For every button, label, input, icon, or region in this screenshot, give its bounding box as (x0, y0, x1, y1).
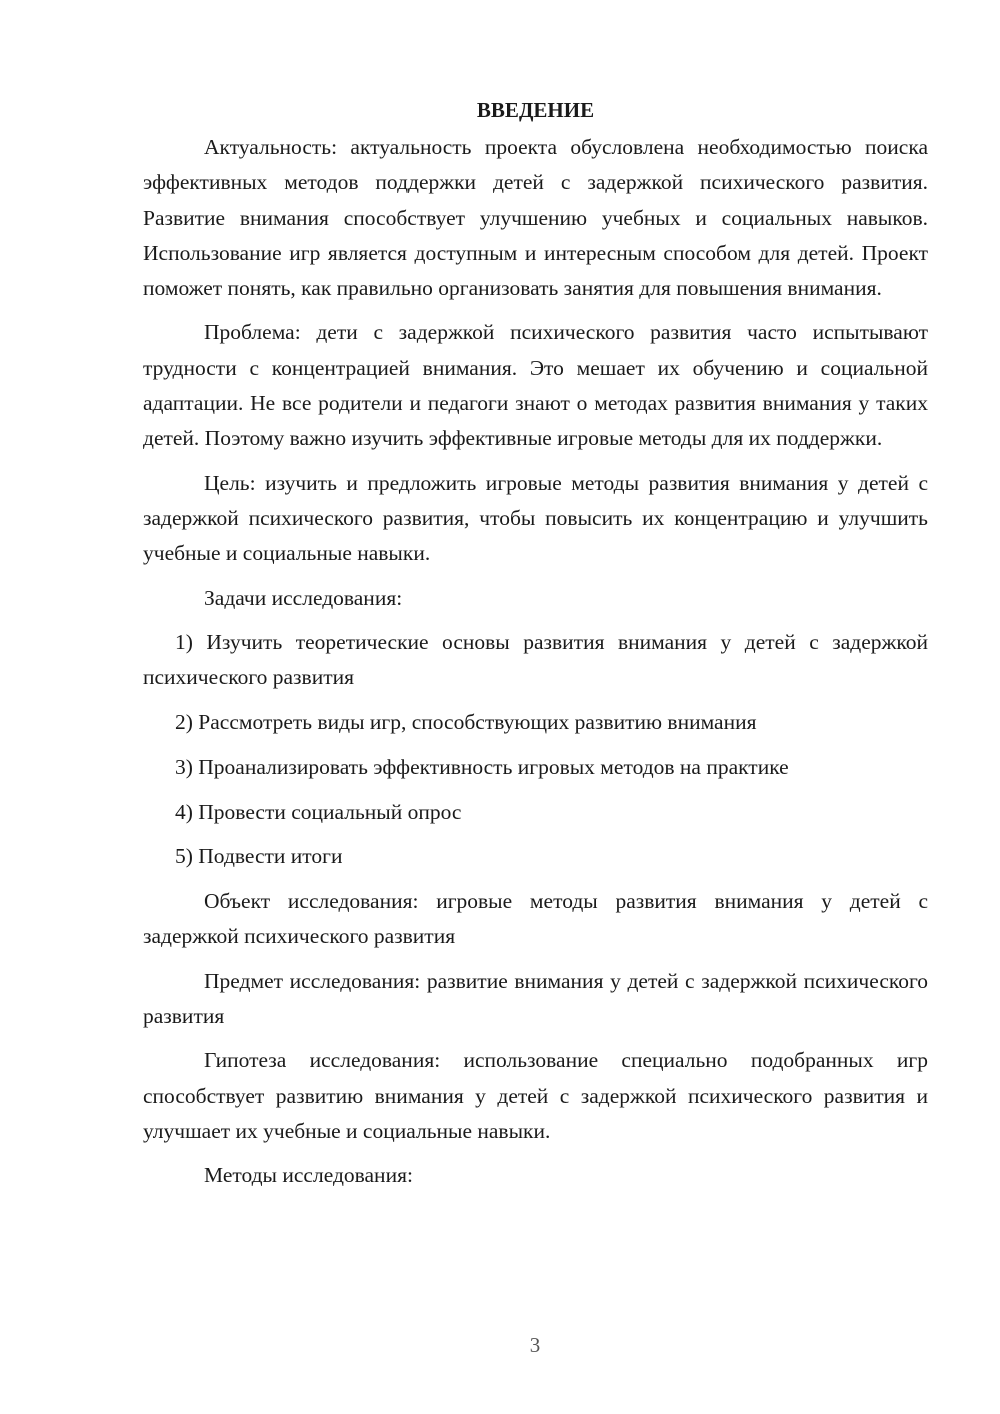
page-title: ВВЕДЕНИЕ (476, 98, 595, 122)
task-item: 4) Провести социальный опрос (175, 799, 462, 824)
tasks-heading: Задачи исследования: (204, 585, 403, 610)
task-item: 3) Проанализировать эффективность игровых методов на практике (175, 754, 789, 779)
problem-paragraph: Проблема: дети с задержкой психического развития часто испытывают трудности с концентрацией внимания. Это мешает их обучению и социальной адаптации. Не все родители и педагоги знают о методах развития внимания у таких детей. Поэтому важно изучить эффективные игровые методы для их поддержки. (143, 320, 928, 451)
task-item: 5) Подвести итоги (175, 844, 343, 869)
task-item: 2) Рассмотреть виды игр, способствующих развитию внимания (175, 709, 757, 734)
page-number: 3 (529, 1333, 541, 1357)
tasks-list (143, 625, 928, 875)
document-page (143, 92, 928, 1203)
subject-paragraph: Предмет исследования: развитие внимания у детей с задержкой психического развития (143, 968, 928, 1029)
object-paragraph: Объект исследования: игровые методы развития внимания у детей с задержкой психического развития (143, 889, 928, 949)
task-item: 1) Изучить теоретические основы развития внимания у детей с задержкой психического развития (143, 629, 928, 690)
goal-paragraph: Цель: изучить и предложить игровые методы развития внимания у детей с задержкой психического развития, чтобы повысить их концентрацию и улучшить учебные и социальные навыки. (143, 470, 928, 566)
methods-heading: Методы исследования: (204, 1163, 413, 1188)
hypothesis-paragraph: Гипотеза исследования: использование специально подобранных игр способствует развитию внимания у детей с задержкой психического развития и улучшает их учебные и социальные навыки. (143, 1048, 928, 1143)
relevance-paragraph: Актуальность: актуальность проекта обусловлена необходимостью поиска эффективных методов поддержки детей с задержкой психического развития. Развитие внимания способствует улучшению учебных и социальных навыков. Использование игр является доступным и интересным способом для детей. Проект поможет понять, как правильно организовать занятия для повышения внимания. (143, 135, 928, 301)
